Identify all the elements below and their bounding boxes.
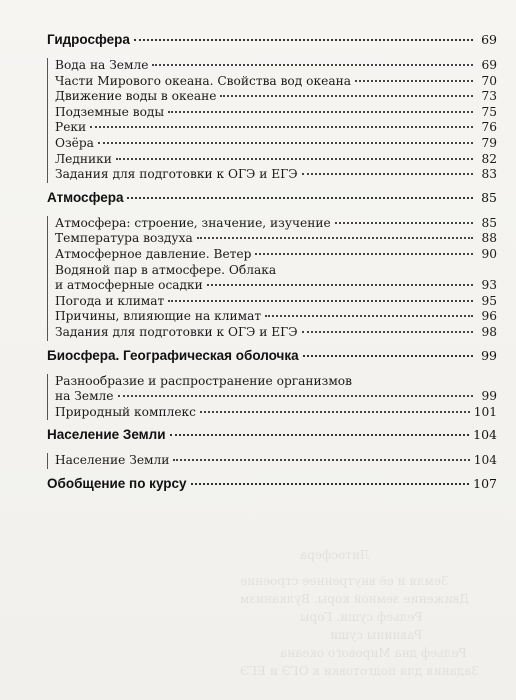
section-heading[interactable] — [47, 348, 497, 374]
section-heading[interactable] — [47, 476, 497, 502]
toc-section-summary — [47, 476, 497, 502]
entry-title: Задания для подготовки к ОГЭ и ЕГЭ — [55, 324, 298, 339]
toc-entry[interactable] — [55, 247, 497, 263]
entry-page-number: 88 — [481, 231, 497, 246]
toc-entry[interactable] — [55, 167, 497, 183]
bleed-through-text: Равнины суши — [330, 628, 423, 642]
dot-leader — [335, 222, 473, 224]
toc-entry[interactable] — [55, 216, 497, 232]
section-entries — [47, 216, 497, 341]
section-title: Население Земли — [47, 427, 166, 443]
toc-entry[interactable] — [55, 231, 497, 247]
toc-entry[interactable] — [55, 136, 497, 152]
dot-leader — [197, 237, 473, 239]
entry-page-number: 99 — [481, 389, 497, 404]
toc-entry[interactable] — [55, 105, 497, 121]
entry-title: Атмосферное давление. Ветер — [55, 246, 252, 261]
dot-leader — [173, 459, 469, 461]
entry-title: Погода и климат — [55, 293, 165, 308]
entry-page-number: 98 — [481, 324, 497, 339]
bleed-through-text: Рельеф суши. Горы — [300, 610, 423, 624]
toc-section-atmosphere — [47, 190, 497, 341]
section-heading[interactable] — [47, 32, 497, 58]
dot-leader — [355, 80, 473, 82]
entry-page-number: 104 — [473, 453, 497, 468]
entry-page-number: 96 — [481, 309, 497, 324]
dot-leader — [265, 315, 473, 317]
dot-leader — [90, 126, 473, 128]
bleed-through-text: Движение земной коры. Вулканизм — [240, 592, 470, 606]
entry-title: на Земле — [55, 389, 114, 404]
toc-section-population — [47, 427, 497, 469]
entry-title: Части Мирового океана. Свойства вод океана — [55, 73, 351, 88]
toc-entry[interactable] — [55, 294, 497, 310]
dot-leader — [200, 411, 470, 413]
entry-page-number: 95 — [481, 293, 497, 308]
entry-title: Озёра — [55, 135, 94, 150]
dot-leader — [170, 434, 470, 436]
toc-entry[interactable] — [55, 325, 497, 341]
table-of-contents — [47, 32, 497, 509]
toc-entry[interactable] — [55, 89, 497, 105]
entry-title: Природный комплекс — [55, 404, 196, 419]
entry-title-line1: Водяной пар в атмосфере. Облака — [55, 262, 277, 277]
section-title: Атмосфера — [47, 189, 124, 205]
section-page-number: 104 — [473, 427, 497, 443]
entry-page-number: 75 — [481, 104, 497, 119]
toc-entry[interactable] — [55, 120, 497, 136]
dot-leader — [220, 95, 473, 97]
entry-page-number: 93 — [481, 278, 497, 293]
section-entries — [47, 58, 497, 183]
entry-title: Атмосфера: строение, значение, изучение — [55, 215, 331, 230]
entry-title: Подземные воды — [55, 104, 165, 119]
entry-title: Температура воздуха — [55, 231, 193, 246]
bleed-through-text: Рельеф дна Мирового океана — [280, 646, 467, 660]
entry-page-number: 82 — [481, 151, 497, 166]
entry-title: Вода на Земле — [55, 58, 149, 72]
entry-page-number: 69 — [481, 58, 497, 72]
toc-entry[interactable] — [55, 278, 497, 294]
entry-title: Движение воды в океане — [55, 89, 217, 104]
dot-leader — [116, 158, 473, 160]
dot-leader — [302, 331, 473, 333]
dot-leader — [152, 64, 473, 66]
entry-page-number: 85 — [481, 215, 497, 230]
toc-section-biosphere — [47, 348, 497, 421]
entry-page-number: 70 — [481, 73, 497, 88]
entry-page-number: 79 — [481, 135, 497, 150]
entry-title: Население Земли — [55, 453, 170, 468]
entry-page-number: 83 — [481, 167, 497, 182]
toc-entry-first-line[interactable] — [55, 263, 497, 279]
toc-entry[interactable] — [55, 309, 497, 325]
entry-page-number: 73 — [481, 89, 497, 104]
entry-title: Ледники — [55, 151, 112, 166]
dot-leader — [168, 300, 473, 302]
entry-title: Задания для подготовки к ОГЭ и ЕГЭ — [55, 167, 298, 182]
dot-leader — [303, 355, 473, 357]
dot-leader — [134, 39, 473, 41]
dot-leader — [191, 483, 470, 485]
dot-leader — [118, 395, 473, 397]
section-heading[interactable] — [47, 190, 497, 216]
entry-page-number: 76 — [481, 120, 497, 135]
entry-title: и атмосферные осадки — [55, 278, 203, 293]
section-page-number: 99 — [481, 347, 497, 363]
entry-title: Реки — [55, 120, 87, 135]
bleed-through-text: Земля и её внутреннее строение — [240, 574, 449, 588]
entry-page-number: 101 — [473, 404, 497, 419]
toc-entry[interactable] — [55, 74, 497, 90]
dot-leader — [255, 253, 473, 255]
section-page-number: 107 — [473, 475, 497, 491]
bleed-through-text: Задания для подготовки к ОГЭ и ЕГЭ — [240, 664, 479, 678]
section-heading[interactable] — [47, 427, 497, 453]
section-page-number: 85 — [481, 189, 497, 205]
dot-leader — [127, 197, 473, 199]
toc-entry[interactable] — [55, 389, 497, 405]
toc-entry[interactable] — [55, 405, 497, 421]
section-page-number: 69 — [481, 32, 497, 47]
entry-page-number: 90 — [481, 246, 497, 261]
toc-entry[interactable] — [55, 453, 497, 469]
dot-leader — [98, 142, 473, 144]
toc-section-hydrosphere — [47, 32, 497, 183]
entry-title: Причины, влияющие на климат — [55, 309, 262, 324]
section-entries — [47, 453, 497, 469]
section-title: Обобщение по курсу — [47, 475, 187, 491]
dot-leader — [207, 284, 473, 286]
dot-leader — [168, 111, 473, 113]
entry-title-line1: Разнообразие и распространение организмов — [55, 373, 352, 388]
bleed-through-text: Литосфера — [300, 548, 370, 562]
toc-entry[interactable] — [55, 152, 497, 168]
section-title: Гидросфера — [47, 32, 130, 47]
dot-leader — [302, 173, 473, 175]
section-entries — [47, 374, 497, 421]
section-title: Биосфера. Географическая оболочка — [47, 347, 299, 363]
toc-entry[interactable] — [55, 58, 497, 74]
toc-entry-first-line[interactable] — [55, 374, 497, 390]
